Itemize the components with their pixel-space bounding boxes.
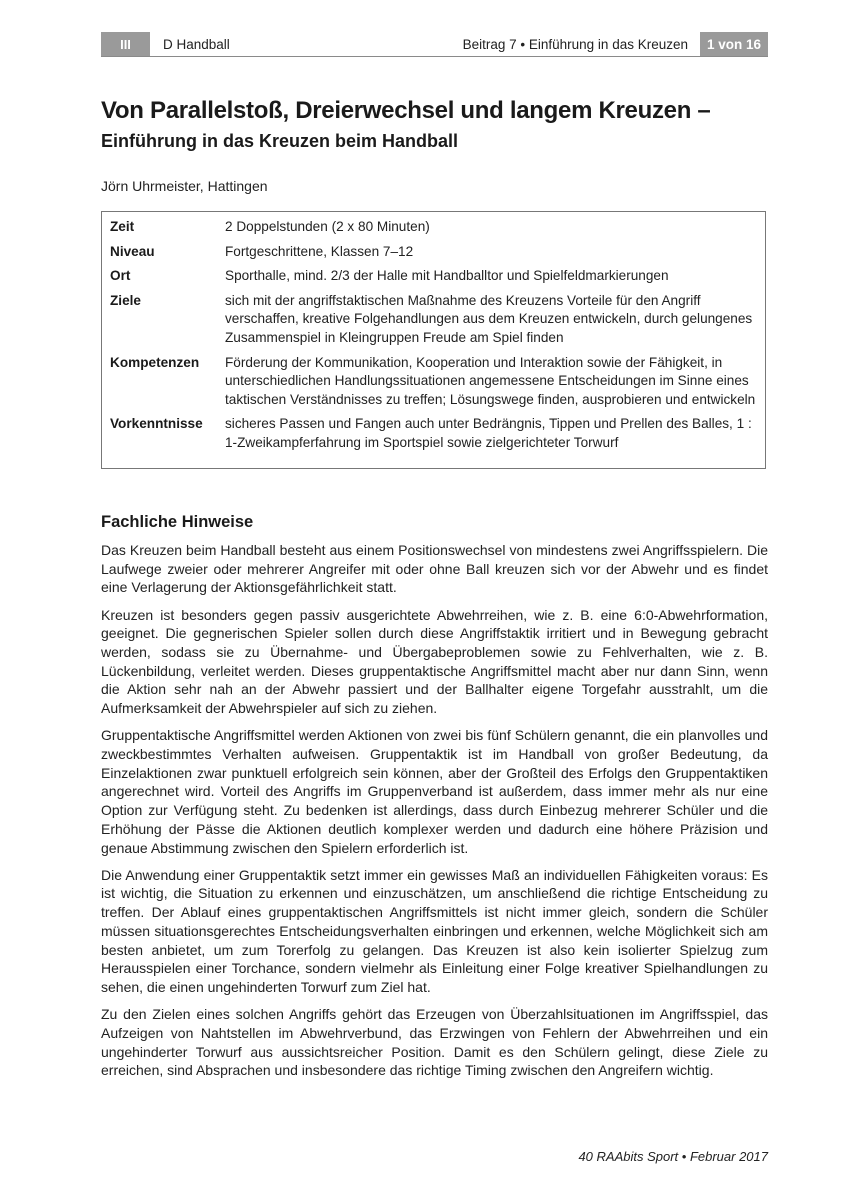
info-label: Kompetenzen (110, 354, 200, 370)
page-footer: 40 RAAbits Sport • Februar 2017 (578, 1149, 768, 1164)
article-label: Beitrag 7 • Einführung in das Kreuzen (462, 36, 688, 52)
info-label: Zeit (110, 219, 135, 234)
info-value: 2 Doppelstunden (2 x 80 Minuten) (225, 219, 430, 234)
running-header (101, 32, 768, 57)
info-row-zeit (110, 218, 757, 237)
info-value: Sporthalle, mind. 2/3 der Halle mit Handballtor und Spielfeldmarkierungen (225, 268, 669, 284)
info-value: Förderung der Kommunikation, Kooperation und Interaktion sowie der Fähigkeit, in unterschiedlichen Handlungssituationen angemessene Entscheidungen im Sinne eines taktischen Verständnisses zu treffen; Lösungswege finden, ausprobieren und entwickeln (225, 354, 756, 407)
page-subtitle: Einführung in das Kreuzen beim Handball (101, 131, 459, 151)
paragraph: Gruppentaktische Angriffsmittel werden Aktionen von zwei bis fünf Schülern genannt, die ein planvolles und zweckbestimmtes Verhalten aufweisen. Gruppentaktik ist im Handball von großer Bedeutung, da Einzelaktionen zwar punktuell erfolgreich sein können, aber der Großteil des Erfolgs den Gruppentaktiken angerechnet wird. Vorteil des Angriffs im Gruppenverband ist außerdem, dass immer mehr als nur eine Option zur Verfügung steht. Zu bedenken ist allerdings, dass durch Einbezug mehrerer Schüler und die Erhöhung der Pässe die Aktionen deutlich komplexer werden und dadurch eine höhere Präzision und genaue Abstimmung zwischen den Spielern erforderlich ist. (101, 727, 768, 856)
info-value: sich mit der angriffstaktischen Maßnahme des Kreuzens Vorteile für den Angriff verschaffen, kreative Folgehandlungen aus dem Kreuzen entwickeln, durch gelungenes Zusammenspiel in Kleingruppen Freude am Spiel finden (225, 292, 753, 345)
paragraph: Das Kreuzen beim Handball besteht aus einem Positionswechsel von mindestens zwei Angriffsspielern. Die Laufwege zweier oder mehrerer Angreifer mit oder ohne Ball kreuzen sich vor der Abwehr und es findet eine Verlagerung der Aktionsgefährlichkeit statt. (101, 542, 768, 596)
paragraph: Kreuzen ist besonders gegen passiv ausgerichtete Abwehrreihen, wie z. B. eine 6:0-Abwehrformation, geeignet. Die gegnerischen Spieler sollen durch diese Angriffstaktik irritiert und in Bewegung gebracht werden, sodass sie zu Übernahme- und Übergabeproblemen sowie zu Fehlverhalten, wie z. B. Lückenbildung, verleitet werden. Dieses gruppentaktische Angriffsmittel macht aber nur dann Sinn, wenn die Aktion sehr nah an der Abwehr passiert und der Ballhalter eigene Torgefahr ausstrahlt, um die Aufmerksamkeit der Abwehrspieler auf sich zu ziehen. (101, 606, 768, 717)
info-table (101, 211, 766, 469)
author-line: Jörn Uhrmeister, Hattingen (101, 178, 268, 194)
section-heading: Fachliche Hinweise (101, 513, 254, 531)
paragraph: Zu den Zielen eines solchen Angriffs gehört das Erzeugen von Überzahlsituationen im Angriffsspiel, das Aufzeigen von Nahtstellen im Abwehrverbund, das Erzwingen von Fehlern der Abwehrreihen und ein ungehinderter Torwurf aus aussichtsreicher Position. Damit es den Schülern gelingt, diese Ziele zu erreichen, sind Absprachen und insbesondere das richtige Timing zwischen den Angreifern wichtig. (101, 1006, 768, 1079)
info-row-kompetenzen (110, 354, 757, 410)
section-number: III (101, 32, 150, 56)
info-row-ort (110, 267, 757, 286)
info-row-ziele (110, 292, 757, 348)
topic-label: D Handball (163, 36, 230, 52)
info-label: Ziele (110, 292, 141, 308)
info-label: Niveau (110, 243, 155, 259)
page-title: Von Parallelstoß, Dreierwechsel und langem Kreuzen – (101, 97, 711, 124)
info-label: Ort (110, 268, 131, 284)
page-indicator: 1 von 16 (700, 32, 768, 56)
info-value: sicheres Passen und Fangen auch unter Bedrängnis, Tippen und Prellen des Balles, 1 : 1-Zweikampferfahrung im Sportspiel sowie zielgerichteter Torwurf (225, 416, 752, 450)
info-row-vorkenntnisse (110, 415, 757, 452)
info-row-niveau (110, 243, 757, 262)
paragraph: Die Anwendung einer Gruppentaktik setzt immer ein gewisses Maß an individuellen Fähigkeiten voraus: Es ist wichtig, die Situation zu erkennen und einzuschätzen, um anschließend die richtige Entscheidung zu treffen. Der Ablauf eines gruppentaktischen Angriffsmittels ist nicht immer gleich, sondern die Schüler müssen situationsgerechtes Entscheidungsverhalten einbringen und erkennen, welche Möglichkeit sich am besten anbietet, um zum Torerfolg zu gelangen. Das Kreuzen ist also kein isolierter Spielzug zum Herausspielen einer Torchance, sondern vielmehr als Einleitung einer Folge kreativer Spielhandlungen zu sehen, die einen ungehinderten Torwurf zum Ziel hat. (101, 866, 768, 995)
info-value: Fortgeschrittene, Klassen 7–12 (225, 243, 414, 259)
info-label: Vorkenntnisse (110, 416, 203, 432)
body-text (101, 541, 768, 1088)
